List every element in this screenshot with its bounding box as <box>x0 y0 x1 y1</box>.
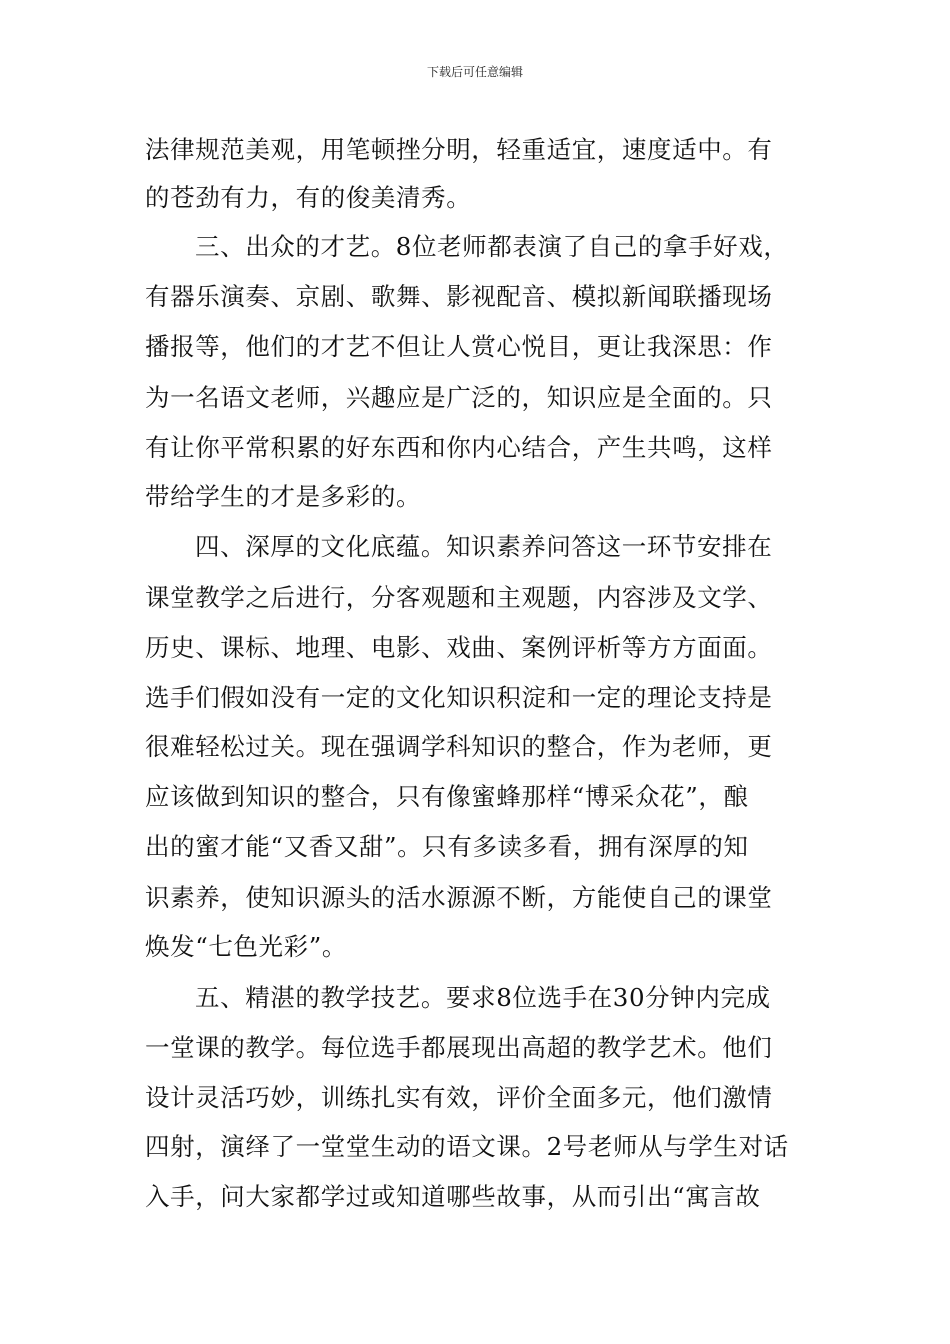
body-line: 很难轻松过关。现在强调学科知识的整合，作为老师，更 <box>145 732 773 761</box>
body-line: 入手，问大家都学过或知道哪些故事，从而引出“寓言故 <box>145 1182 761 1211</box>
body-line: 识素养，使知识源头的活水源源不断，方能使自己的课堂 <box>145 883 773 912</box>
body-line: 的苍劲有力，有的俊美清秀。 <box>145 183 472 212</box>
body-line: 应该做到知识的整合，只有像蜜蜂那样“博采众花”，酿 <box>145 782 749 811</box>
body-line: 有让你平常积累的好东西和你内心结合，产生共鸣，这样 <box>145 433 773 462</box>
body-line: 出的蜜才能“又香又甜”。只有多读多看，拥有深厚的知 <box>145 832 749 861</box>
body-line: 焕发“七色光彩”。 <box>145 932 347 961</box>
body-line: 课堂教学之后进行，分客观题和主观题，内容涉及文学、 <box>145 583 773 612</box>
page-header: 下载后可任意编辑 <box>426 65 523 79</box>
body-line: 播报等，他们的才艺不但让人赏心悦目，更让我深思：作 <box>145 332 773 361</box>
body-line: 带给学生的才是多彩的。 <box>145 482 422 511</box>
paragraph-3-start: 三、出众的才艺。8位老师都表演了自己的拿手好戏， <box>195 232 789 261</box>
paragraph-4-start: 四、深厚的文化底蕴。知识素养问答这一环节安排在 <box>195 532 773 561</box>
body-line: 为一名语文老师，兴趣应是广泛的，知识应是全面的。只 <box>145 383 773 412</box>
body-line: 法律规范美观，用笔顿挫分明，轻重适宜，速度适中。有 <box>145 135 773 164</box>
body-line: 选手们假如没有一定的文化知识积淀和一定的理论支持是 <box>145 683 773 712</box>
body-line: 四射，演绎了一堂堂生动的语文课。2号老师从与学生对话 <box>145 1132 789 1161</box>
body-line: 一堂课的教学。每位选手都展现出高超的教学艺术。他们 <box>145 1033 773 1062</box>
body-line: 设计灵活巧妙，训练扎实有效，评价全面多元，他们激情 <box>145 1083 773 1112</box>
body-line: 历史、课标、地理、电影、戏曲、案例评析等方方面面。 <box>145 633 773 662</box>
paragraph-5-start: 五、精湛的教学技艺。要求8位选手在30分钟内完成 <box>195 983 771 1012</box>
body-line: 有器乐演奏、京剧、歌舞、影视配音、模拟新闻联播现场 <box>145 282 773 311</box>
